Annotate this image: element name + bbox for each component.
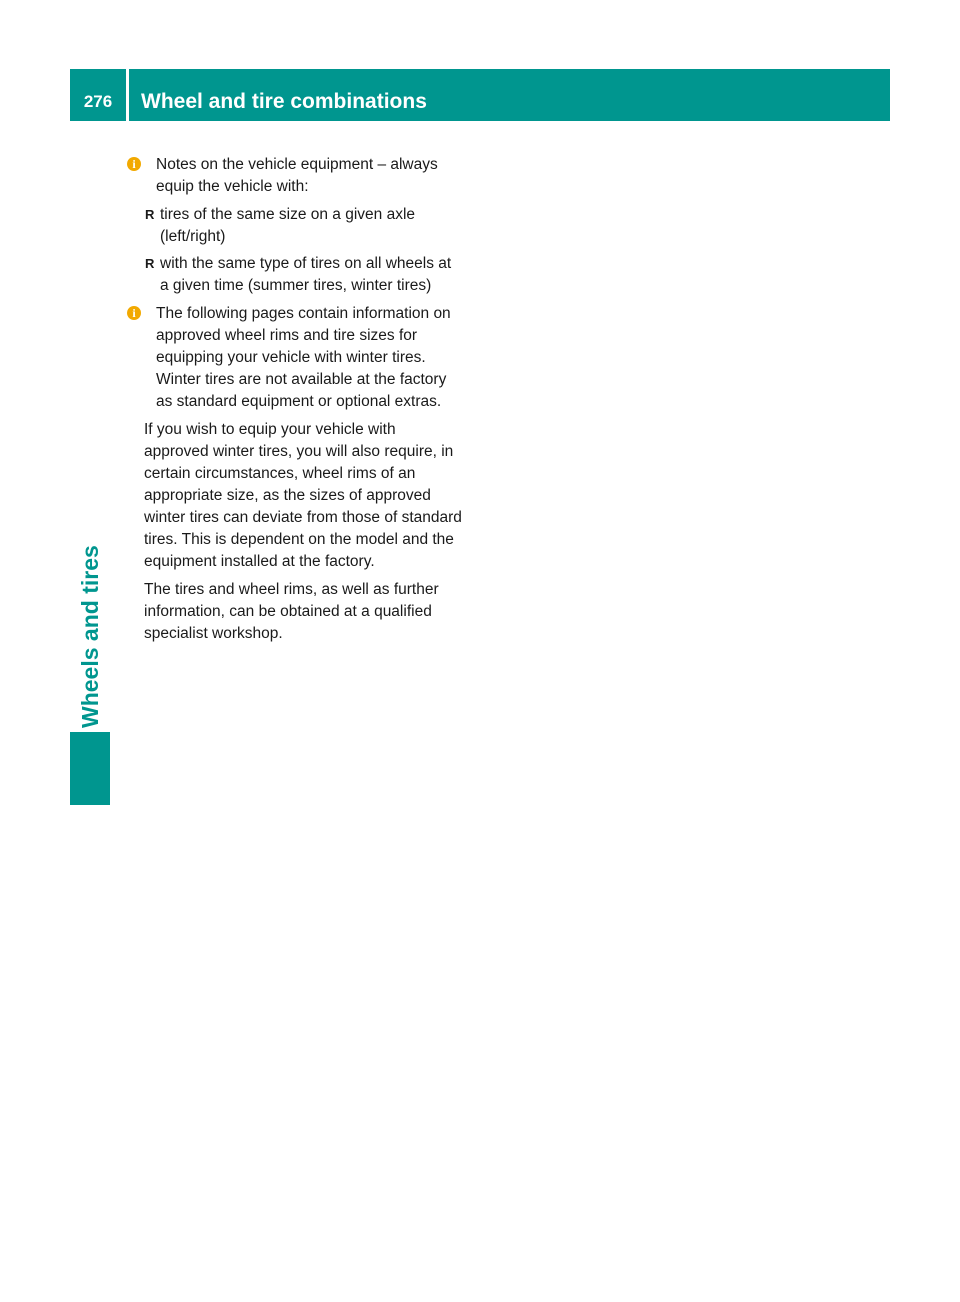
page-title: Wheel and tire combinations [141, 90, 427, 113]
note-2 [132, 303, 462, 413]
header-divider [126, 69, 129, 121]
note-1-bullet-list [144, 204, 462, 297]
list-item [144, 253, 462, 297]
note-2-paragraph-3: The tires and wheel rims, as well as further information, can be obtained at a qualified specialist workshop. [144, 581, 439, 642]
info-icon: i [127, 157, 141, 171]
note-1 [132, 154, 462, 198]
list-item-text: with the same type of tires on all wheels at a given time (summer tires, winter tires) [160, 255, 452, 294]
main-content [132, 154, 462, 651]
bullet-marker: R [145, 256, 155, 271]
note-2-paragraph-2: If you wish to equip your vehicle with approved winter tires, you will also require, in certain circumstances, wheel rims of an appropriate size, as the sizes of approved winter tires can deviate from those of standard tires. This is dependent on the model and the equipment installed at the factory. [144, 421, 462, 570]
note-1-text: Notes on the vehicle equipment – always equip the vehicle with: [156, 156, 438, 195]
info-icon: i [127, 306, 141, 320]
list-item [144, 204, 462, 248]
side-tab-label: Wheels and tires [77, 545, 103, 728]
note-2-paragraph: The following pages contain information on approved wheel rims and tire sizes for equipping your vehicle with winter tires. Winter tires are not available at the factory as standard equipment or optional extras. [156, 305, 451, 410]
list-item-text: tires of the same size on a given axle (left/right) [160, 206, 416, 245]
side-tab-marker [70, 732, 110, 805]
page-number: 276 [83, 92, 113, 111]
bullet-marker: R [145, 207, 155, 222]
